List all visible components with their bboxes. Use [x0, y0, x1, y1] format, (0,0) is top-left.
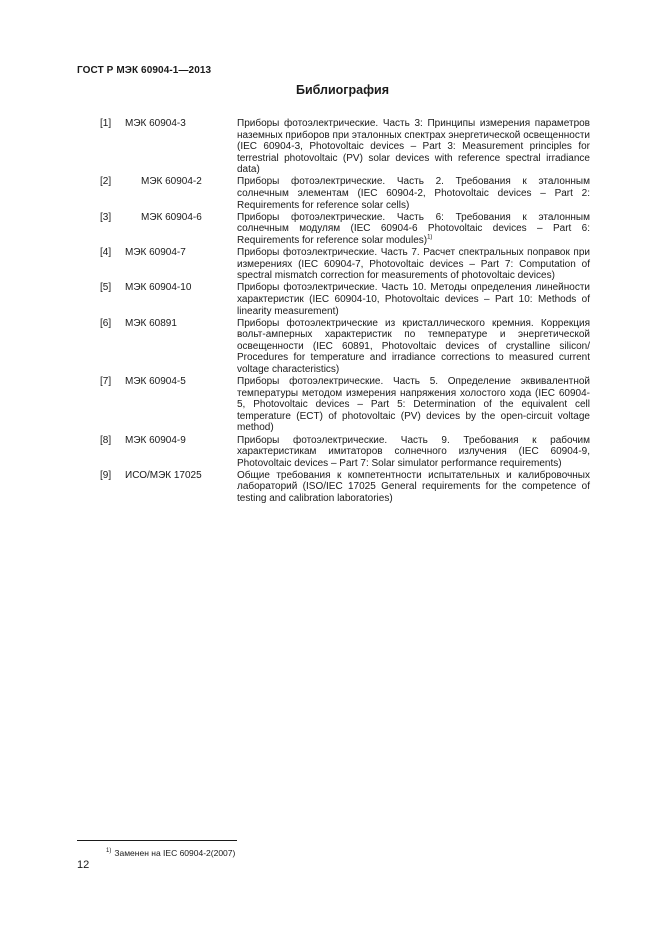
footnote [106, 848, 235, 858]
footnote-mark: 1) [106, 848, 112, 855]
page-title: Библиография [295, 83, 390, 97]
bibliography-entry [100, 435, 590, 470]
entry-code: МЭК 60904-5 [125, 376, 186, 388]
entry-number: [1] [100, 118, 112, 129]
entry-description: Приборы фотоэлектрические. Часть 10. Методы определения линейности характеристик (IEC 60904-10, Photovoltaic devices – Part 10: Methods of linearity measurement) [237, 282, 590, 317]
entry-description [237, 212, 590, 247]
footnote-text: Заменен на IEC 60904-2(2007) [114, 848, 236, 858]
bibliography-entry [100, 118, 590, 176]
entry-description: Приборы фотоэлектрические из кристаллического кремния. Коррекция вольт-амперных характеристик по температуре и энергетической освещенности (IEC 60891, Photovoltaic devices of crystalline silicon/ Procedures for temperature and irradiance corrections to measured current voltage characteristics) [237, 317, 590, 375]
bibliography-entry [100, 212, 590, 247]
bibliography-entry [100, 376, 590, 434]
entry-number: [4] [100, 247, 112, 259]
entry-code: МЭК 60904-9 [125, 434, 186, 446]
entry-code: МЭК 60904-7 [125, 247, 186, 259]
footnote-reference: 1) [427, 234, 433, 241]
entry-description: Приборы фотоэлектрические. Часть 3: Принципы измерения параметров наземных приборов при эталонных спектрах энергетической освещенности (IEC 60904-3, Photovoltaic devices – Part 3: Measurement principles for terrestrial photovoltaic (PV) solar devices with reference spectral irradiance data) [237, 118, 590, 176]
entry-number: [8] [100, 434, 112, 446]
entry-code: МЭК 60904-10 [125, 282, 192, 294]
bibliography-entry [100, 247, 590, 282]
entry-description: Приборы фотоэлектрические. Часть 9. Требования к рабочим характеристикам имитаторов солнечного излучения (IEC 60904-9, Photovoltaic devices – Part 7: Solar simulator performance requirements) [237, 434, 590, 469]
footnote-divider [77, 840, 237, 841]
entry-code: МЭК 60904-2 [141, 176, 202, 188]
entry-number: [9] [100, 469, 112, 481]
bibliography-list [100, 118, 590, 505]
entry-description: Общие требования к компетентности испытательных и калибровочных лабораторий (ISO/IEC 17025 General requirements for the competence of testing and calibration laboratories) [237, 469, 590, 504]
entry-code: МЭК 60891 [125, 317, 177, 329]
entry-number: [7] [100, 376, 112, 388]
entry-description: Приборы фотоэлектрические. Часть 5. Определение эквивалентной температуры методом измерения напряжения холостого хода (IEC 60904-5, Photovoltaic devices – Part 5: Determination of the equivalent cell temperature (ECT) of photovoltaic (PV) devices by the open-circuit voltage method) [237, 376, 590, 434]
entry-code: МЭК 60904-3 [125, 118, 186, 129]
entry-description: Приборы фотоэлектрические. Часть 7. Расчет спектральных поправок при измерениях (IEC 60904-7, Photovoltaic devices – Part 7: Computation of spectral mismatch correction for measurements of photovoltaic devices) [237, 247, 590, 282]
entry-code: ИСО/МЭК 17025 [125, 469, 202, 481]
entry-number: [5] [100, 282, 112, 294]
document-header: ГОСТ Р МЭК 60904-1—2013 [77, 65, 212, 76]
bibliography-entry [100, 470, 590, 505]
entry-number: [6] [100, 317, 112, 329]
bibliography-entry [100, 282, 590, 317]
entry-number: [2] [100, 176, 112, 188]
entry-code: МЭК 60904-6 [141, 211, 202, 223]
entry-number: [3] [100, 211, 112, 223]
entry-description: Приборы фотоэлектрические. Часть 2. Требования к эталонным солнечным элементам (IEC 60904-2, Photovoltaic devices – Part 2: Requirements for reference solar cells) [237, 176, 590, 211]
bibliography-entry [100, 176, 590, 211]
page-number: 12 [77, 859, 90, 871]
bibliography-entry [100, 318, 590, 376]
entry-description-text: Приборы фотоэлектрические. Часть 6: Требования к эталонным солнечным модулям (IEC 60904-6 Photovoltaic devices – Part 6: Requirements for reference solar modules) [237, 211, 590, 246]
